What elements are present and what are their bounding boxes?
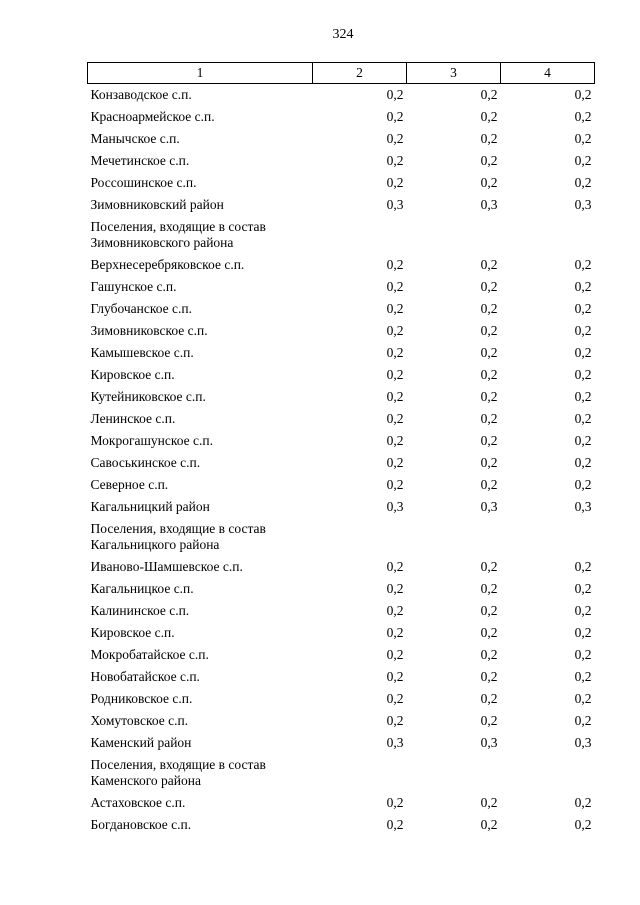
value-col-2: 0,2 [386,278,404,294]
value-col-2: 0,2 [386,174,404,190]
settlement-name: Астаховское с.п. [90,794,186,810]
value-col-2 [313,754,407,792]
table-row [88,666,595,688]
settlement-name: Новобатайское с.п. [90,668,200,684]
table-row [88,600,595,622]
settlement-name: Зимовниковский район [90,196,224,212]
table-row [88,688,595,710]
value-col-4: 0,2 [574,816,592,832]
header-col-1: 1 [88,63,313,84]
value-col-2: 0,2 [386,602,404,618]
group-heading-row [88,754,595,792]
table-row [88,578,595,600]
value-col-4: 0,2 [574,558,592,574]
value-col-3: 0,3 [480,196,498,212]
settlement-name: Иваново-Шамшевское с.п. [90,558,243,574]
value-col-3: 0,2 [480,602,498,618]
table-row [88,474,595,496]
value-col-3: 0,2 [480,646,498,662]
value-col-2: 0,2 [386,668,404,684]
value-col-4: 0,2 [574,668,592,684]
value-col-2: 0,2 [386,690,404,706]
value-col-3: 0,2 [480,130,498,146]
value-col-4 [501,518,595,556]
value-col-4: 0,2 [574,602,592,618]
value-col-3: 0,2 [480,108,498,124]
value-col-2: 0,2 [386,87,404,102]
value-col-3: 0,2 [480,344,498,360]
value-col-2: 0,2 [386,410,404,426]
settlement-name: Кагальницкий район [90,498,210,514]
group-heading: Поселения, входящие в состав Каменского района [90,756,266,788]
value-col-3: 0,3 [480,498,498,514]
settlement-name: Хомутовское с.п. [90,712,189,728]
settlement-name: Верхнесеребряковское с.п. [90,256,245,272]
value-col-2: 0,2 [386,388,404,404]
settlement-name: Манычское с.п. [90,130,180,146]
value-col-4: 0,2 [574,174,592,190]
value-col-3: 0,2 [480,712,498,728]
table-row [88,408,595,430]
value-col-2: 0,2 [386,476,404,492]
settlement-name: Камышевское с.п. [90,344,194,360]
value-col-2: 0,3 [386,196,404,212]
value-col-3: 0,2 [480,432,498,448]
table-row [88,106,595,128]
settlement-name: Савоськинское с.п. [90,454,201,470]
value-col-4: 0,2 [574,108,592,124]
value-col-4 [501,754,595,792]
settlement-name: Конзаводское с.п. [90,87,192,102]
table-row [88,814,595,836]
value-col-2: 0,2 [386,454,404,470]
settlement-name: Богдановское с.п. [90,816,192,832]
value-col-3: 0,2 [480,174,498,190]
value-col-2: 0,2 [386,794,404,810]
settlement-name: Мокрогашунское с.п. [90,432,213,448]
settlement-name: Ленинское с.п. [90,410,176,426]
group-heading: Поселения, входящие в состав Кагальницкого района [90,520,266,552]
value-col-3: 0,2 [480,322,498,338]
value-col-2: 0,2 [386,108,404,124]
value-col-3 [407,216,501,254]
value-col-4: 0,2 [574,646,592,662]
value-col-2: 0,2 [386,344,404,360]
value-col-4: 0,2 [574,152,592,168]
value-col-4: 0,2 [574,388,592,404]
value-col-3: 0,2 [480,668,498,684]
table-row [88,496,595,518]
value-col-3: 0,2 [480,816,498,832]
value-col-4: 0,3 [574,196,592,212]
value-col-2: 0,2 [386,558,404,574]
value-col-4: 0,3 [574,498,592,514]
table-row [88,276,595,298]
value-col-2: 0,2 [386,130,404,146]
value-col-4: 0,2 [574,344,592,360]
value-col-4: 0,2 [574,794,592,810]
value-col-3: 0,2 [480,476,498,492]
value-col-3: 0,2 [480,410,498,426]
settlement-name: Гашунское с.п. [90,278,177,294]
value-col-4: 0,2 [574,300,592,316]
value-col-2: 0,3 [386,734,404,750]
settlement-name: Кагальницкое с.п. [90,580,194,596]
value-col-2: 0,2 [386,816,404,832]
value-col-4: 0,2 [574,432,592,448]
value-col-3: 0,2 [480,300,498,316]
value-col-3: 0,2 [480,558,498,574]
value-col-4: 0,2 [574,454,592,470]
value-col-3: 0,2 [480,278,498,294]
group-heading: Поселения, входящие в состав Зимовниковского района [90,218,266,250]
group-heading-row [88,216,595,254]
value-col-3: 0,2 [480,580,498,596]
value-col-4: 0,2 [574,256,592,272]
value-col-3: 0,3 [480,734,498,750]
value-col-2 [313,518,407,556]
table-row [88,84,595,106]
value-col-4: 0,2 [574,366,592,382]
table-row [88,792,595,814]
header-col-3: 3 [407,63,501,84]
value-col-3 [407,754,501,792]
table-row [88,430,595,452]
value-col-3: 0,2 [480,366,498,382]
value-col-3: 0,2 [480,690,498,706]
value-col-4: 0,2 [574,410,592,426]
value-col-4 [501,216,595,254]
value-col-2: 0,2 [386,624,404,640]
table-row [88,320,595,342]
table-row [88,254,595,276]
header-col-2: 2 [313,63,407,84]
value-col-2: 0,2 [386,432,404,448]
settlement-name: Калининское с.п. [90,602,190,618]
settlement-name: Красноармейское с.п. [90,108,215,124]
settlement-name: Мечетинское с.п. [90,152,190,168]
page-number: 324 [332,27,354,42]
value-col-4: 0,2 [574,87,592,102]
value-col-4: 0,2 [574,580,592,596]
value-col-4: 0,2 [574,476,592,492]
value-col-3: 0,2 [480,454,498,470]
table-row [88,364,595,386]
table-row [88,128,595,150]
value-col-2: 0,2 [386,646,404,662]
value-col-4: 0,2 [574,690,592,706]
settlement-name: Кутейниковское с.п. [90,388,206,404]
value-col-2: 0,2 [386,366,404,382]
value-col-4: 0,2 [574,322,592,338]
value-col-4: 0,2 [574,712,592,728]
value-col-3: 0,2 [480,87,498,102]
settlement-name: Мокробатайское с.п. [90,646,209,662]
value-col-4: 0,2 [574,624,592,640]
value-col-3 [407,518,501,556]
table-row [88,732,595,754]
value-col-2: 0,2 [386,580,404,596]
table-row [88,298,595,320]
settlement-name: Кировское с.п. [90,624,175,640]
value-col-3: 0,2 [480,388,498,404]
settlement-name: Каменский район [90,734,192,750]
table-row [88,452,595,474]
value-col-2: 0,2 [386,300,404,316]
settlement-name: Зимовниковское с.п. [90,322,208,338]
value-col-3: 0,2 [480,256,498,272]
value-col-2: 0,2 [386,256,404,272]
value-col-4: 0,2 [574,278,592,294]
value-col-3: 0,2 [480,794,498,810]
value-col-2 [313,216,407,254]
value-col-3: 0,2 [480,152,498,168]
table-row [88,386,595,408]
value-col-4: 0,2 [574,130,592,146]
table-row [88,194,595,216]
settlement-name: Россошинское с.п. [90,174,197,190]
value-col-2: 0,2 [386,322,404,338]
value-col-3: 0,2 [480,624,498,640]
value-col-2: 0,2 [386,152,404,168]
settlement-name: Глубочанское с.п. [90,300,192,316]
settlement-name: Кировское с.п. [90,366,175,382]
table-row [88,342,595,364]
settlement-name: Родниковское с.п. [90,690,193,706]
header-col-4: 4 [501,63,595,84]
table-row [88,172,595,194]
table-header [88,63,595,84]
value-col-2: 0,2 [386,712,404,728]
settlement-name: Северное с.п. [90,476,169,492]
data-table [87,62,595,836]
table-row [88,622,595,644]
value-col-4: 0,3 [574,734,592,750]
group-heading-row [88,518,595,556]
table-body [88,84,595,836]
table-row [88,556,595,578]
table-row [88,644,595,666]
value-col-2: 0,3 [386,498,404,514]
table-row [88,710,595,732]
table-row [88,150,595,172]
